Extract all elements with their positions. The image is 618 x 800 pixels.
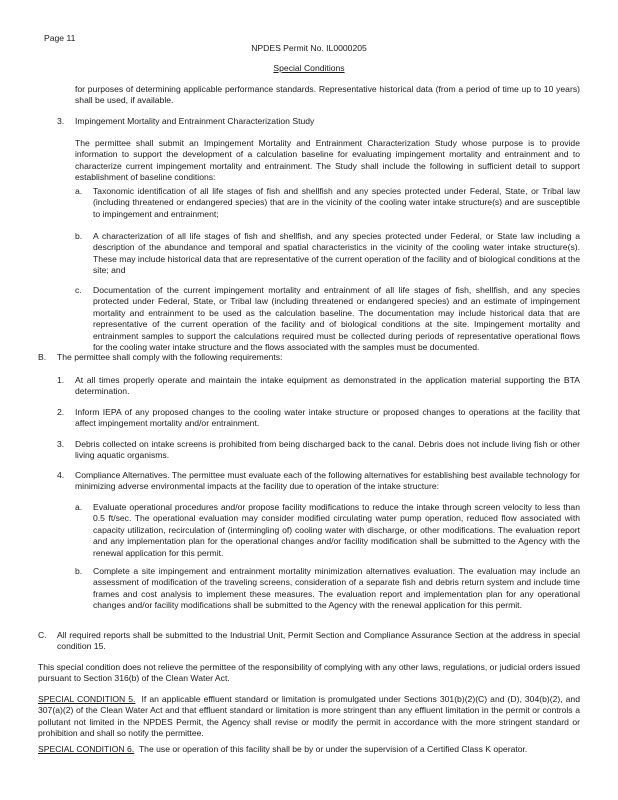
page-number: Page 11 bbox=[44, 33, 76, 43]
section-heading: Special Conditions bbox=[273, 63, 345, 73]
item-b2-text: Inform IEPA of any proposed changes to the cooling water intake structure or proposed changes to operations at the facility that affect impingement mortality and/or entrainment. bbox=[75, 407, 580, 429]
item-b1-number: 1. bbox=[57, 375, 65, 385]
item-3-title: Impingement Mortality and Entrainment Characterization Study bbox=[75, 116, 315, 126]
item-3-number: 3. bbox=[57, 116, 65, 126]
item-b3-text: Debris collected on intake screens is prohibited from being discharged back to the canal. Debris does not include living fish or other living aquatic organisms. bbox=[75, 439, 580, 461]
carryover-paragraph: for purposes of determining applicable performance standards. Representative historical data (from a period of time up to 10 years) shall be used, if available. bbox=[75, 84, 580, 106]
item-b4a-text: Evaluate operational procedures and/or propose facility modifications to reduce the intake through screen velocity to less than 0.5 ft/sec. The operational evaluation may consider modified circulating water pump operation, reduced flow associated with capacity utilization, recirculation of (intermingling of) cooling water with discharge, or other modifications. The evaluation report and any implementation plan for the operational changes and/or facility modification shall be submitted to the Agency with the renewal application for this permit. bbox=[93, 502, 580, 558]
item-3c-letter: c. bbox=[75, 285, 82, 295]
item-b4-number: 4. bbox=[57, 470, 65, 480]
item-3c-text: Documentation of the current impingement mortality and entrainment of all life stages of fish, shellfish, and any species protected under Federal, State, or Tribal law (including threatened or endangered species) and an estimate of impingement mortality and entrainment to be used as the calculation baseline. The documentation may include historical data that are representative of the current operation of the facility and of biological conditions at the site. Impingement mortality and entrainment samples to support the calculations required must be collected during periods of representative operational flows for the cooling water intake structure and the flows associated with the samples must be documented. bbox=[93, 285, 580, 353]
section-c-label: C. bbox=[38, 630, 47, 640]
item-b1-text: At all times properly operate and maintain the intake equipment as demonstrated in the application material supporting the BTA determination. bbox=[75, 375, 580, 397]
item-b2-number: 2. bbox=[57, 407, 65, 417]
special-condition-6 bbox=[38, 744, 580, 755]
relief-paragraph: This special condition does not relieve the permittee of the responsibility of complying with any other laws, regulations, or judicial orders issued pursuant to Section 316(b) of the Clean Water Act. bbox=[38, 662, 580, 684]
item-b4-text: Compliance Alternatives. The permittee must evaluate each of the following alternatives for establishing best available technology for minimizing adverse environmental impacts at the facility due to operation of the intake structure: bbox=[75, 470, 580, 492]
section-b-intro: The permittee shall comply with the following requirements: bbox=[57, 352, 283, 362]
item-3-intro: The permittee shall submit an Impingement Mortality and Entrainment Characterization Study whose purpose is to provide information to support the development of a calculation baseline for evaluating impingement mortality and entrainment and to characterize current impingement mortality and entrainment. The Study shall include the following in sufficient detail to support establishment of baseline conditions: bbox=[75, 138, 580, 183]
section-b-label: B. bbox=[38, 352, 47, 362]
item-3a-letter: a. bbox=[75, 186, 83, 196]
special-condition-5-text: If an applicable effluent standard or limitation is promulgated under Sections 301(b)(2)(C) and (D), 304(b)(2), and 307(a)(2) of the Clean Water Act and that effluent standard or limitation is more stringent than any effluent limitation in the permit or controls a pollutant not limited in the NPDES Permit, the Agency shall revise or modify the permit in accordance with the more stringent standard or prohibition and shall so notify the permittee. bbox=[38, 694, 580, 739]
special-condition-6-text: The use or operation of this facility shall be by or under the supervision of a Certified Class K operator. bbox=[138, 744, 528, 754]
permit-number: NPDES Permit No. IL0000205 bbox=[251, 43, 367, 53]
item-3a-text: Taxonomic identification of all life stages of fish and shellfish and any species protected under Federal, State, or Tribal law (including threatened or endangered species) that are in the vicinity of the cooling water intake structure(s) and are susceptible to impingement and entrainment; bbox=[93, 186, 580, 219]
special-condition-5-label: SPECIAL CONDITION 5. bbox=[38, 694, 136, 704]
item-b4b-letter: b. bbox=[75, 566, 83, 576]
item-b4b-text: Complete a site impingement and entrainment mortality minimization alternatives evaluation. The evaluation may include an assessment of modification of the traveling screens, consideration of a separate fish and debris return system and include time frames and cost analysis to implement these measures. The evaluation report and implementation plan for any operational changes and/or facility modifications shall be submitted to the Agency with the renewal application for this permit. bbox=[93, 566, 580, 611]
item-b4a-letter: a. bbox=[75, 502, 83, 512]
special-condition-5 bbox=[38, 694, 580, 740]
item-b3-number: 3. bbox=[57, 439, 65, 449]
special-condition-6-label: SPECIAL CONDITION 6. bbox=[38, 744, 135, 754]
section-c-text: All required reports shall be submitted to the Industrial Unit, Permit Section and Compliance Assurance Section at the address in special condition 15. bbox=[57, 630, 580, 652]
item-3b-letter: b. bbox=[75, 231, 83, 241]
item-3b-text: A characterization of all life stages of fish and shellfish, and any species protected under Federal, or State law including a description of the abundance and temporal and spatial characteristics in the vicinity of the cooling water intake structure(s). These may include historical data that are representative of the current operation of the facility and of biological conditions at the site; and bbox=[93, 231, 580, 276]
